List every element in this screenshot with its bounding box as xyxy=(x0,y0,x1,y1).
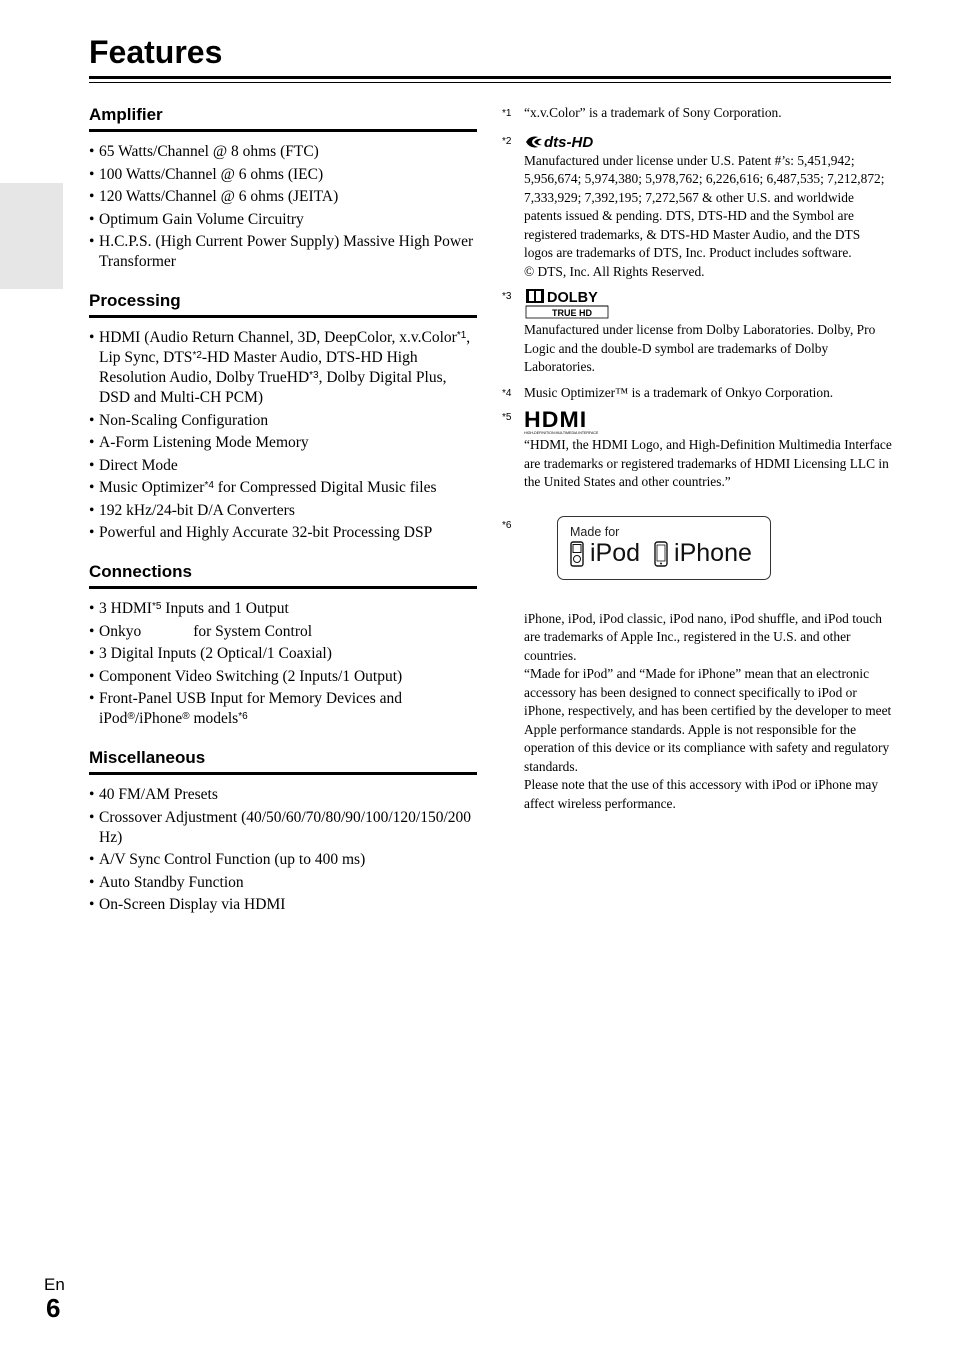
svg-text:HDMI: HDMI xyxy=(524,408,588,432)
footnote-text: Please note that the use of this accessory with iPod or iPhone may affect wireless performance. xyxy=(524,777,879,811)
dolby-double-d-icon xyxy=(524,287,614,321)
page-language: En xyxy=(44,1275,65,1294)
hdmi-logo xyxy=(524,408,892,436)
svg-text:DOLBY: DOLBY xyxy=(547,290,598,306)
footnote-ref: *6 xyxy=(238,711,248,722)
footnote-2 xyxy=(502,132,892,282)
miscellaneous-section xyxy=(89,747,477,915)
made-for-ipod-iphone-badge: Made for iPod iPhone xyxy=(557,516,771,580)
footnote-3 xyxy=(502,287,892,377)
dolby-truehd-logo xyxy=(524,287,892,321)
list-item: • Onkyo for System Control xyxy=(89,622,477,642)
page-number: 6 xyxy=(46,1293,61,1323)
footnote-mark: *6 xyxy=(502,519,512,531)
list-item: • Non-Scaling Configuration xyxy=(89,411,477,431)
feature-list xyxy=(89,599,477,729)
list-item: • A-Form Listening Mode Memory xyxy=(89,433,477,453)
svg-text:dts-HD: dts-HD xyxy=(544,133,594,151)
footnote-ref: *5 xyxy=(151,601,162,612)
list-item: • HDMI (Audio Return Channel, 3D, DeepColor, x.v.Color$^{*1}$, Lip Sync, DTS$^{*2}$-HD Master Audio, DTS-HD High Resolution Audio, Dolby TrueHD$^{*3}$, Dolby Digital Plus, DSD and Multi-CH PCM) xyxy=(89,328,477,408)
section-heading: Miscellaneous xyxy=(89,747,477,775)
footnote-5 xyxy=(502,408,892,492)
list-item: • Music Optimizer$^{*4}$ for Compressed Digital Music files xyxy=(89,478,477,498)
list-item: • 100 Watts/Channel @ 6 ohms (IEC) xyxy=(89,165,477,185)
feature-list xyxy=(89,142,477,272)
list-item: • Powerful and Highly Accurate 32-bit Processing DSP xyxy=(89,523,477,543)
ipod-icon xyxy=(570,541,584,567)
footnote-mark: *5 xyxy=(502,412,512,423)
list-item: • 192 kHz/24-bit D/A Converters xyxy=(89,501,477,521)
title-rule-thin xyxy=(89,82,891,83)
footnote-ref: *3 xyxy=(309,370,319,381)
footnote-text: Manufactured under license under U.S. Patent #’s: 5,451,942; 5,956,674; 5,974,380; 5,978,762; 6,226,616; 6,487,535; 7,212,872; 7,333,929; 7,392,195; 7,272,567 & other U.S. and worldwide patents issued & pending. DTS, DTS-HD and the Symbol are registered trademarks, & DTS-HD Master Audio, and the DTS logos are trademarks of DTS, Inc. Product includes software. xyxy=(524,152,885,260)
amplifier-section xyxy=(89,104,477,272)
footnote-mark: *4 xyxy=(502,387,512,399)
list-item: • A/V Sync Control Function (up to 400 ms) xyxy=(89,850,477,870)
footnote-text: “Made for iPod” and “Made for iPhone” mean that an electronic accessory has been designed to connect specifically to iPod or iPhone, respectively, and has been certified by the developer to meet Apple performance standards. Apple is not responsible for the operation of this device or its compliance with safety and regulatory standards. xyxy=(524,666,892,774)
processing-section xyxy=(89,290,477,543)
footnote-1 xyxy=(502,104,892,123)
footnote-4 xyxy=(502,384,892,403)
section-heading: Amplifier xyxy=(89,104,477,132)
footnote-ref: *2 xyxy=(192,350,202,361)
side-tab-marker xyxy=(0,183,63,289)
footnote-mark: *1 xyxy=(502,108,512,119)
footnote-ref: *4 xyxy=(204,480,214,491)
hdmi-logo-icon xyxy=(524,408,622,436)
page-title: Features xyxy=(89,34,223,70)
section-heading: Processing xyxy=(89,290,477,318)
list-item: • 40 FM/AM Presets xyxy=(89,785,477,805)
features-column xyxy=(89,104,477,933)
svg-text:TRUE HD: TRUE HD xyxy=(552,308,592,318)
list-item: • Direct Mode xyxy=(89,456,477,476)
footnote-text: Manufactured under license from Dolby Laboratories. Dolby, Pro Logic and the double-D symbol are trademarks of Dolby Laboratories. xyxy=(524,322,876,374)
footnote-6 xyxy=(502,516,892,814)
dts-symbol-icon xyxy=(524,133,610,151)
list-item: • Component Video Switching (2 Inputs/1 Output) xyxy=(89,667,477,687)
footnote-text: iPhone, iPod, iPod classic, iPod nano, iPod shuffle, and iPod touch are trademarks of Apple Inc., registered in the U.S. and other countries. xyxy=(524,610,882,663)
list-item: • 120 Watts/Channel @ 6 ohms (JEITA) xyxy=(89,187,477,207)
title-rule xyxy=(89,76,891,79)
iphone-icon xyxy=(654,541,668,567)
list-item: • 65 Watts/Channel @ 8 ohms (FTC) xyxy=(89,142,477,162)
list-item: • Crossover Adjustment (40/50/60/70/80/90/100/120/150/200 Hz) xyxy=(89,808,477,848)
feature-list xyxy=(89,328,477,543)
copyright-text: © DTS, Inc. All Rights Reserved. xyxy=(524,263,705,279)
dts-hd-logo xyxy=(524,132,892,152)
iphone-label: iPhone xyxy=(674,539,752,568)
footnote-text: Music Optimizer™ is a trademark of Onkyo Corporation. xyxy=(524,384,834,400)
list-item: • H.C.P.S. (High Current Power Supply) Massive High Power Transformer xyxy=(89,232,477,272)
ipod-label: iPod xyxy=(590,539,641,568)
section-heading: Connections xyxy=(89,561,477,589)
list-item: • Optimum Gain Volume Circuitry xyxy=(89,210,477,230)
list-item: • Front-Panel USB Input for Memory Devices and iPod®/iPhone® models$^{*6}$ xyxy=(89,689,477,729)
list-item: • 3 Digital Inputs (2 Optical/1 Coaxial) xyxy=(89,644,477,664)
footnotes-column xyxy=(502,104,892,813)
list-item: • On-Screen Display via HDMI xyxy=(89,895,477,915)
footnote-ref: *1 xyxy=(456,330,467,341)
footnote-text: “x.v.Color” is a trademark of Sony Corporation. xyxy=(524,105,782,120)
footnote-text: “HDMI, the HDMI Logo, and High-Definition Multimedia Interface are trademarks or registered trademarks of HDMI Licensing LLC in the United States and other countries.” xyxy=(524,437,892,489)
connections-section xyxy=(89,561,477,729)
svg-text:HIGH-DEFINITION MULTIMEDIA INT: HIGH-DEFINITION MULTIMEDIA INTERFACE xyxy=(524,431,599,435)
feature-list xyxy=(89,785,477,915)
footnote-mark: *2 xyxy=(502,135,512,147)
list-item: • Auto Standby Function xyxy=(89,873,477,893)
list-item: • 3 HDMI$^{*5}$ Inputs and 1 Output xyxy=(89,599,477,619)
footnote-mark: *3 xyxy=(502,291,512,302)
